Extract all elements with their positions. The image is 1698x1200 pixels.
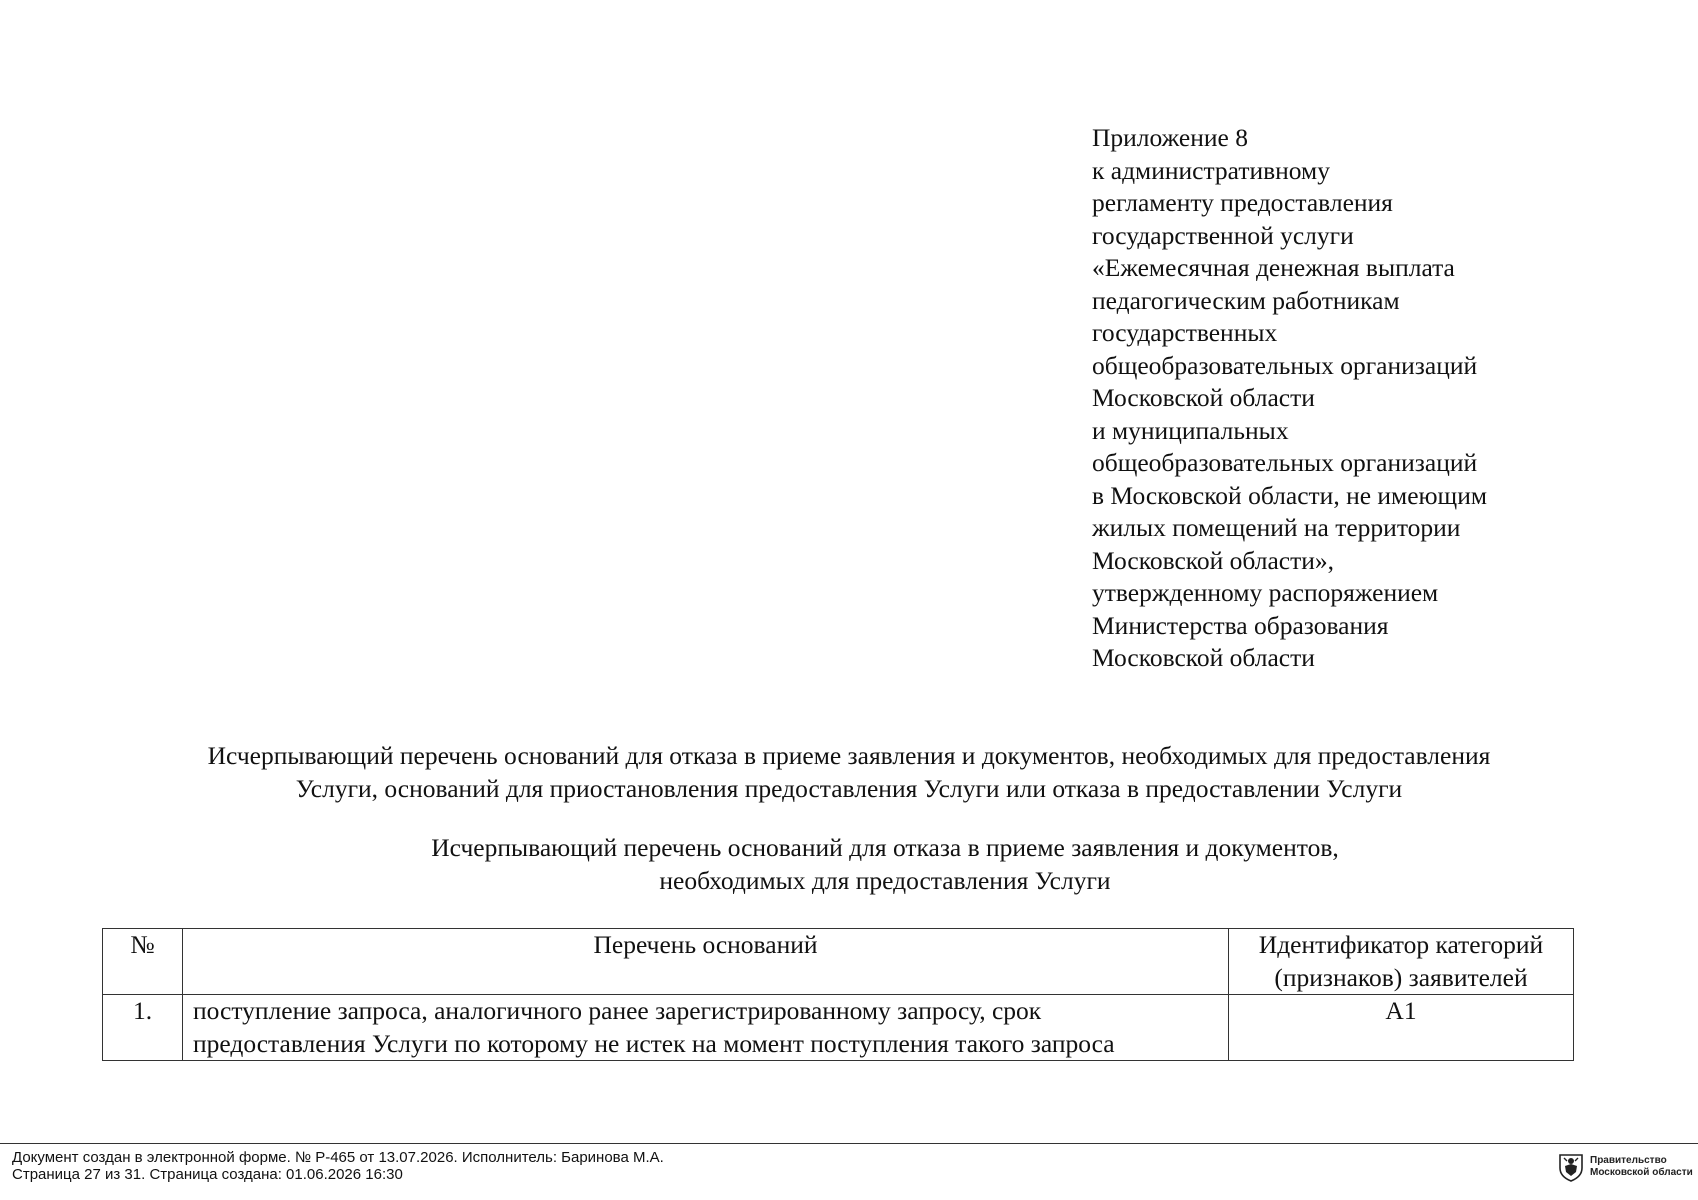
header-category-line: (признаков) заявителей bbox=[1274, 962, 1528, 992]
appendix-line: Московской области», bbox=[1092, 545, 1335, 575]
header-category bbox=[1229, 929, 1574, 995]
refusal-reasons-table bbox=[102, 928, 1574, 1061]
appendix-line: жилых помещений на территории bbox=[1092, 513, 1461, 542]
government-name-line: Правительство bbox=[1590, 1155, 1667, 1166]
government-logo bbox=[1558, 1152, 1693, 1182]
appendix-line: «Ежемесячная денежная выплата bbox=[1092, 253, 1455, 282]
header-category-line: Идентификатор категорий bbox=[1258, 930, 1544, 959]
government-name bbox=[1590, 1155, 1693, 1179]
appendix-line: утвержденному распоряжением bbox=[1092, 578, 1439, 607]
page-title bbox=[60, 740, 1638, 805]
appendix-line: общеобразовательных организаций bbox=[1092, 448, 1478, 477]
appendix-line: педагогическим работникам bbox=[1092, 285, 1400, 315]
row-number: 1. bbox=[103, 995, 183, 1061]
footer-document-info: Документ создан в электронной форме. № Р-465 от 13.07.2026. Исполнитель: Баринова М.А. bbox=[12, 1149, 664, 1166]
appendix-line: государственных bbox=[1092, 318, 1278, 347]
appendix-line: Московской области bbox=[1092, 383, 1315, 412]
page-title-line: Услуги, оснований для приостановления предоставления Услуги или отказа в предоставлении Услуги bbox=[295, 773, 1403, 803]
appendix-line: регламенту предоставления bbox=[1092, 188, 1393, 217]
row-reason-line: поступление запроса, аналогичного ранее зарегистрированному запросу, срок bbox=[193, 996, 1042, 1025]
government-name-line: Московской области bbox=[1590, 1167, 1693, 1178]
table-title-line: Исчерпывающий перечень оснований для отказа в приеме заявления и документов, bbox=[431, 833, 1339, 862]
table-header-row bbox=[103, 929, 1574, 995]
page-title-line: Исчерпывающий перечень оснований для отказа в приеме заявления и документов, необходимых для предоставления bbox=[207, 741, 1491, 770]
moscow-region-coat-of-arms-icon bbox=[1558, 1152, 1584, 1182]
appendix-header bbox=[1092, 122, 1612, 675]
footer-page-info: Страница 27 из 31. Страница создана: 01.06.2026 16:30 bbox=[12, 1166, 403, 1183]
appendix-line: Московской области bbox=[1092, 643, 1315, 672]
row-category: А1 bbox=[1229, 995, 1574, 1061]
appendix-line: общеобразовательных организаций bbox=[1092, 350, 1478, 380]
table-title-line: необходимых для предоставления Услуги bbox=[659, 865, 1111, 895]
footer-divider bbox=[0, 1143, 1698, 1144]
appendix-line: Приложение 8 bbox=[1092, 123, 1248, 152]
header-reasons: Перечень оснований bbox=[183, 929, 1229, 995]
appendix-line: государственной услуги bbox=[1092, 220, 1354, 250]
appendix-line: в Московской области, не имеющим bbox=[1092, 480, 1487, 510]
row-reason bbox=[183, 995, 1229, 1061]
footer-info bbox=[12, 1149, 664, 1183]
table-row bbox=[103, 995, 1574, 1061]
header-number: № bbox=[103, 929, 183, 995]
table-title bbox=[100, 832, 1670, 897]
appendix-line: к административному bbox=[1092, 155, 1330, 185]
row-reason-line: предоставления Услуги по которому не истек на момент поступления такого запроса bbox=[193, 1028, 1115, 1058]
appendix-line: Министерства образования bbox=[1092, 610, 1389, 640]
appendix-line: и муниципальных bbox=[1092, 415, 1289, 445]
